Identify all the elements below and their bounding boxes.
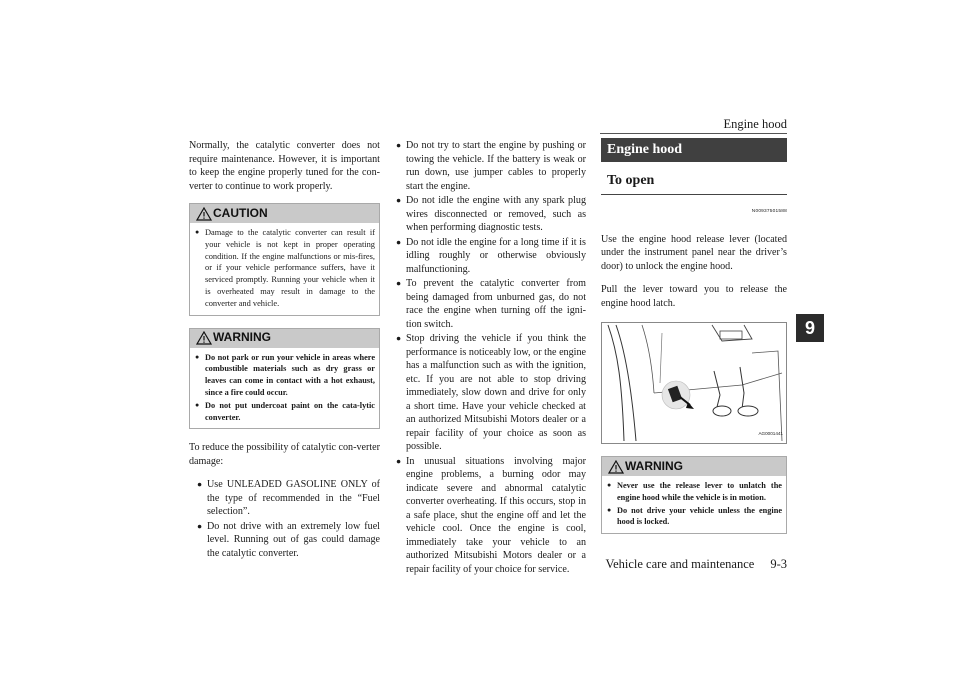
footer-section: Vehicle care and maintenance [605, 557, 755, 571]
warning-item: ● Do not drive your vehicle unless the engine hood is locked. [607, 505, 782, 529]
caution-header [190, 204, 379, 223]
page-number: 9-3 [770, 557, 787, 571]
section-title: Engine hood [601, 138, 787, 162]
list-item: ● Do not drive with an extremely low fuel level. Running out of gas could damage the catalytic converter. [197, 520, 380, 561]
header-rule [600, 133, 787, 134]
column-1 [189, 139, 380, 561]
subsection-title: To open [601, 168, 787, 195]
page-footer [605, 557, 787, 572]
reduce-paragraph: To reduce the possibility of catalytic con-verter damage: [189, 442, 381, 467]
list-item: ● Do not try to start the engine by pushing or towing the vehicle. If the battery is weak or run down, use jumper cables to properly start the engine. [396, 139, 586, 193]
column-2 [396, 139, 586, 577]
caution-box [189, 203, 380, 316]
column-3 [601, 138, 787, 546]
hood-release-lever-drawing [602, 323, 786, 441]
warning-item: ● Never use the release lever to unlatch the engine hood while the vehicle is in motion. [607, 480, 782, 504]
caution-label: CAUTION [213, 205, 268, 220]
list-item: ● In unusual situations involving major engine problems, a burning odor may indicate severe and abnormal catalytic converter overheating. If this occurs, stop in a safe place, shut the engine off and let the vehicle cool. Once the engine is cool, immediately take your vehicle to an authorized Mitsubishi Motors dealer or a repair facility of your choice for service. [396, 455, 586, 577]
list-item: ● Do not idle the engine for a long time if it is idling roughly or otherwise obviously malfunctioning. [396, 236, 586, 277]
running-header-title: Engine hood [723, 117, 787, 131]
caution-item: ● Damage to the catalytic converter can result if your vehicle is not kept in proper operating condition. If the engine malfunctions or mis-fires, or if your vehicle performance suffers, have it serviced promptly. Running your vehicle when it is overheated may result in damage to the converter and vehicle. [195, 227, 375, 310]
paragraph: Pull the lever toward you to release the engine hood latch. [601, 284, 787, 309]
warning-label: WARNING [213, 330, 271, 345]
chapter-tab: 9 [796, 314, 824, 342]
warning-item: ● Do not put undercoat paint on the cata-lytic converter. [195, 400, 375, 424]
intro-paragraph: Normally, the catalytic converter does not require maintenance. However, it is important to keep the engine properly tuned for the con-verter to continue to work properly. [189, 140, 380, 192]
warning-header [190, 329, 379, 348]
warning-box [189, 328, 380, 430]
list-item: ● To prevent the catalytic converter from being damaged from unburned gas, do not race the engine when turning off the igni-tion switch. [396, 277, 586, 331]
warning-header [602, 457, 786, 476]
alert-triangle-icon [608, 460, 624, 474]
hood-release-illustration [601, 322, 787, 444]
list-item: ● Use UNLEADED GASOLINE ONLY of the type of recommended in the “Fuel selection”. [197, 478, 380, 519]
warning-box [601, 456, 787, 534]
document-code: N00937501588 [751, 209, 787, 214]
illustration-code: AG0001441 [758, 430, 783, 436]
list-item: ● Do not idle the engine with any spark plug wires disconnected or removed, such as when performing diagnostic tests. [396, 194, 586, 235]
alert-triangle-icon [196, 207, 212, 221]
warning-label: WARNING [625, 458, 683, 473]
list-item: ● Stop driving the vehicle if you think the performance is noticeably low, or the engine has a malfunction such as with the ignition, etc. If you are not able to stop driving immediately, slow down and drive for only a short time. Have your vehicle checked at an authorized Mitsubishi Motors dealer or a repair facility of your choice as soon as possible. [396, 332, 586, 454]
paragraph: Use the engine hood release lever (located under the instrument panel near the driver’s door) to unlock the engine hood. [601, 233, 787, 272]
alert-triangle-icon [196, 331, 212, 345]
warning-item: ● Do not park or run your vehicle in areas where combustible materials such as dry grass or leaves can come in contact with a hot exhaust, since a fire could occur. [195, 352, 375, 399]
